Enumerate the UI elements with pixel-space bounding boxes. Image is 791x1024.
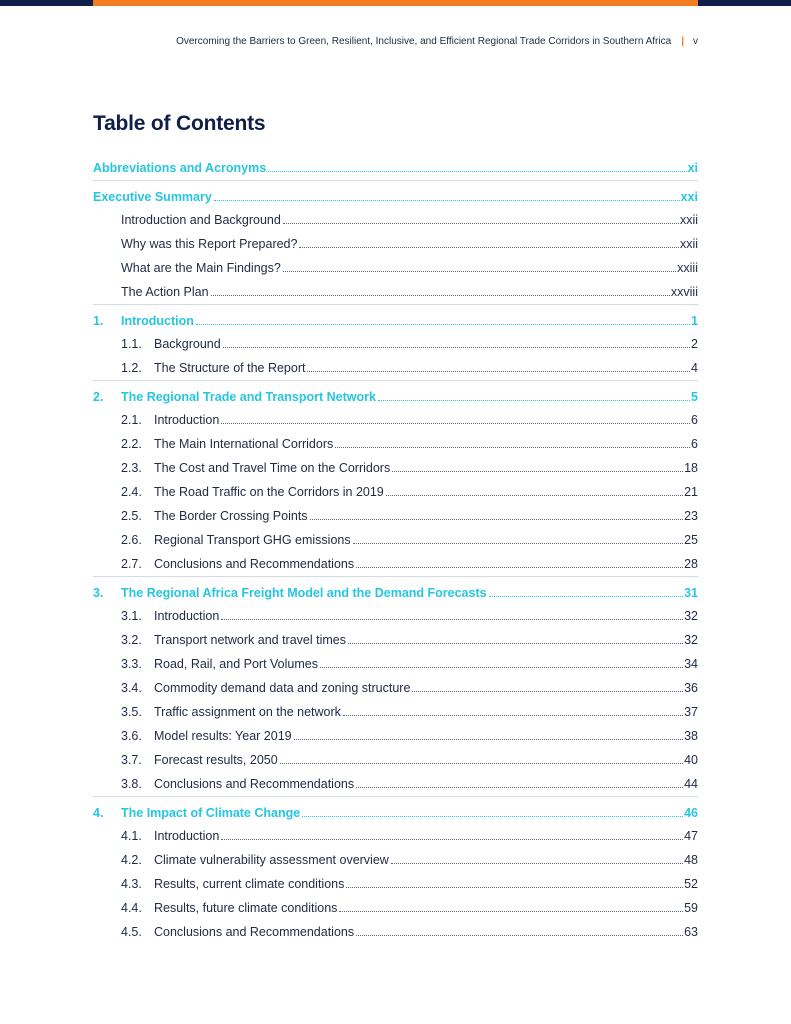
toc-entry[interactable] [93,751,698,769]
toc-entry-line [154,555,698,573]
toc-entry-number: 4.1. [121,829,142,843]
toc-entry-line [121,211,698,229]
toc-entry-line [154,531,698,549]
section-divider [93,180,698,181]
toc-entry[interactable] [93,851,698,869]
toc-entry-page: 4 [691,361,698,375]
toc-entry-page: 52 [684,877,698,891]
dot-leader [320,667,683,668]
toc-entry-line [154,335,698,353]
section-divider [93,304,698,305]
toc-entry-page: 63 [684,925,698,939]
dot-leader [268,171,686,172]
toc-entry-line [154,923,698,941]
toc-entry[interactable] [93,531,698,549]
toc-entry-label: Background [154,337,221,351]
toc-entry-label: The Cost and Travel Time on the Corridors [154,461,391,475]
toc-entry[interactable] [93,827,698,845]
dot-leader [346,887,683,888]
toc-entry[interactable] [93,411,698,429]
toc-entry-line [121,388,698,406]
toc-entry[interactable] [93,804,698,822]
dot-leader [221,423,690,424]
toc-entry-page: 5 [691,390,698,404]
toc-entry-label: Conclusions and Recommendations [154,925,355,939]
toc-entry-line [154,775,698,793]
running-header-title: Overcoming the Barriers to Green, Resilient, Inclusive, and Efficient Regional Trade Corridors in Southern Africa [176,36,672,47]
dot-leader [283,271,676,272]
top-accent-bar [0,0,791,6]
toc-entry-label: Why was this Report Prepared? [121,237,298,251]
toc-entry-label: Results, current climate conditions [154,877,345,891]
toc-entry-number: 2. [93,390,104,404]
toc-entry-number: 2.5. [121,509,142,523]
toc-entry-page: xxii [679,213,698,227]
dot-leader [356,935,683,936]
toc-entry-label: Model results: Year 2019 [154,729,292,743]
toc-entry-label: The Impact of Climate Change [121,806,301,820]
toc-entry-page: 21 [684,485,698,499]
dot-leader [221,619,683,620]
toc-entry-number: 3.6. [121,729,142,743]
toc-entry-label: Conclusions and Recommendations [154,557,355,571]
toc-entry-number: 3.7. [121,753,142,767]
toc-entry-number: 3.5. [121,705,142,719]
dot-leader [221,839,683,840]
toc-entry-line [121,259,698,277]
toc-entry-number: 4.4. [121,901,142,915]
dot-leader [353,543,683,544]
dot-leader [211,295,670,296]
toc-entry-number: 3.2. [121,633,142,647]
toc-entry-page: 59 [684,901,698,915]
toc-entry-label: Road, Rail, and Port Volumes [154,657,318,671]
toc-entry-page: 28 [684,557,698,571]
toc-entry[interactable] [93,435,698,453]
toc-entry[interactable] [93,483,698,501]
toc-entry-number: 3.8. [121,777,142,791]
toc-entry-number: 3.1. [121,609,142,623]
toc-entry-page: 25 [684,533,698,547]
toc-entry-number: 2.4. [121,485,142,499]
toc-entry-label: The Regional Africa Freight Model and the Demand Forecasts [121,586,487,600]
toc-entry[interactable] [93,555,698,573]
toc-entry-page: 31 [684,586,698,600]
toc-entry-number: 2.2. [121,437,142,451]
toc-entry-page: xxiii [677,261,698,275]
toc-entry-line [154,459,698,477]
toc-entry-number: 3.4. [121,681,142,695]
toc-entry-line [154,679,698,697]
toc-entry-number: 4.3. [121,877,142,891]
toc-entry-label: Introduction [154,413,220,427]
toc-entry[interactable] [93,211,698,229]
dot-leader [310,519,684,520]
toc-entry-label: Abbreviations and Acronyms [93,161,267,175]
toc-entry-number: 4.5. [121,925,142,939]
toc-entry-page: 37 [684,705,698,719]
toc-entry-label: Conclusions and Recommendations [154,777,355,791]
toc-entry-number: 4.2. [121,853,142,867]
toc-title: Table of Contents [93,112,266,135]
toc-entry[interactable] [93,679,698,697]
dot-leader [489,596,684,597]
toc-entry-line [154,703,698,721]
dot-leader [412,691,683,692]
toc-entry-line [154,875,698,893]
toc-entry-line [154,727,698,745]
toc-entry-line [154,631,698,649]
toc-entry-line [154,751,698,769]
dot-leader [294,739,684,740]
section-divider [93,796,698,797]
toc-entry-page: 2 [691,337,698,351]
toc-entry-label: Traffic assignment on the network [154,705,341,719]
toc-entry-page: 38 [684,729,698,743]
toc-entry-line [154,655,698,673]
toc-entry-page: 1 [691,314,698,328]
toc-entry-page: 48 [684,853,698,867]
toc-entry-line [154,507,698,525]
dot-leader [339,911,683,912]
toc-entry-page: 44 [684,777,698,791]
dot-leader [299,247,678,248]
toc-entry-line [121,283,698,301]
toc-entry[interactable] [93,283,698,301]
toc-entry[interactable] [93,923,698,941]
dot-leader [356,567,683,568]
dot-leader [335,447,690,448]
toc-entry-label: The Road Traffic on the Corridors in 2019 [154,485,384,499]
toc-entry-label: Introduction [154,829,220,843]
toc-entry-page: 34 [684,657,698,671]
toc-entry[interactable] [93,459,698,477]
toc-entry-page: 46 [684,806,698,820]
dot-leader [391,863,683,864]
toc-entry-number: 3. [93,586,104,600]
dot-leader [343,715,683,716]
toc-entry-line [154,435,698,453]
toc-entry-number: 3.3. [121,657,142,671]
toc-entry[interactable] [93,899,698,917]
toc-entry-line [93,159,698,177]
toc-entry-number: 2.7. [121,557,142,571]
toc-entry[interactable] [93,775,698,793]
toc-entry-number: 1.1. [121,337,142,351]
toc-entry-label: Transport network and travel times [154,633,346,647]
dot-leader [386,495,683,496]
toc-entry-label: The Structure of the Report [154,361,306,375]
toc-entry-page: 6 [691,437,698,451]
dot-leader [356,787,683,788]
toc-entry-number: 1.2. [121,361,142,375]
toc-entry-line [154,607,698,625]
dot-leader [283,223,679,224]
toc-entry[interactable] [93,703,698,721]
toc-entry-label: Regional Transport GHG emissions [154,533,351,547]
toc-entry-number: 4. [93,806,104,820]
dot-leader [196,324,690,325]
toc-entry-label: What are the Main Findings? [121,261,281,275]
toc-entry-line [121,584,698,602]
toc-entry[interactable] [93,388,698,406]
toc-entry[interactable] [93,259,698,277]
toc-entry-line [121,312,698,330]
section-divider [93,576,698,577]
dot-leader [214,200,680,201]
dot-leader [348,643,683,644]
toc-entry-line [154,899,698,917]
dot-leader [307,371,690,372]
dot-leader [280,763,683,764]
dot-leader [378,400,690,401]
toc-entry-page: xxii [679,237,698,251]
toc-entry-line [154,483,698,501]
toc-entry-label: The Action Plan [121,285,209,299]
toc-entry-page: 40 [684,753,698,767]
toc-entry-page: xi [687,161,698,175]
toc-entry[interactable] [93,359,698,377]
dot-leader [302,816,683,817]
toc-entry-line [121,235,698,253]
toc-entry[interactable] [93,655,698,673]
toc-entry-label: Introduction [121,314,194,328]
page-number: v [693,36,698,47]
toc-entry-label: Commodity demand data and zoning structure [154,681,411,695]
toc-entry[interactable] [93,584,698,602]
toc-entry[interactable] [93,875,698,893]
toc-entry-page: 32 [684,633,698,647]
toc-entry-line [154,851,698,869]
toc-entry[interactable] [93,188,698,206]
toc-entry-page: xxviii [670,285,698,299]
toc-entry-label: Forecast results, 2050 [154,753,278,767]
toc-entry-page: 6 [691,413,698,427]
top-accent-bar-orange [93,0,698,6]
dot-leader [392,471,683,472]
toc-entry[interactable] [93,631,698,649]
toc-entry-label: Executive Summary [93,190,212,204]
toc-entry-label: The Border Crossing Points [154,509,308,523]
toc-entry-line [154,411,698,429]
toc-entry-page: 23 [684,509,698,523]
toc-entry-label: Climate vulnerability assessment overview [154,853,389,867]
toc-entry-label: Introduction [154,609,220,623]
toc-entry-page: 18 [684,461,698,475]
toc-entry-page: xxi [680,190,698,204]
toc-entry-label: The Main International Corridors [154,437,334,451]
toc-entry-page: 32 [684,609,698,623]
toc-entry-line [154,827,698,845]
toc-entry-label: Results, future climate conditions [154,901,338,915]
toc-entry-label: Introduction and Background [121,213,281,227]
toc-entry-page: 47 [684,829,698,843]
toc-entry-number: 2.3. [121,461,142,475]
dot-leader [223,347,690,348]
toc-entry[interactable] [93,159,698,177]
toc-entry[interactable] [93,235,698,253]
toc-entry-line [154,359,698,377]
toc-entry-page: 36 [684,681,698,695]
toc-entry[interactable] [93,507,698,525]
toc-entry-number: 1. [93,314,104,328]
toc-entry-line [93,188,698,206]
section-divider [93,380,698,381]
running-header-separator: | [681,36,684,47]
toc-entry-number: 2.6. [121,533,142,547]
toc-entry-number: 2.1. [121,413,142,427]
toc-entry[interactable] [93,335,698,353]
toc-entry[interactable] [93,607,698,625]
toc-entry-label: The Regional Trade and Transport Network [121,390,376,404]
toc-entry-line [121,804,698,822]
running-header [176,36,698,47]
toc-entry[interactable] [93,727,698,745]
toc-entry[interactable] [93,312,698,330]
